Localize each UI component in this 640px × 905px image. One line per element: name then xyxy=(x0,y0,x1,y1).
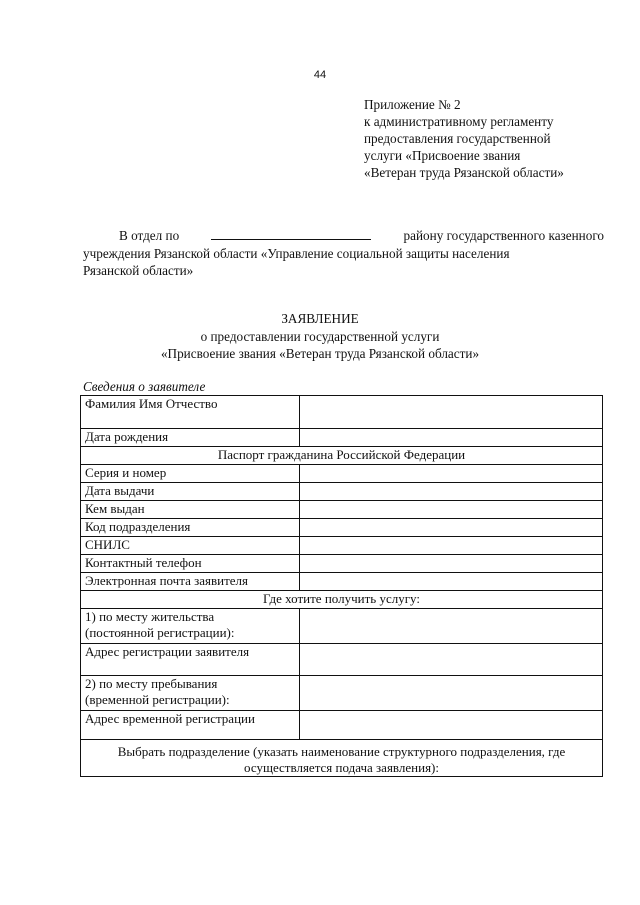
phone-label: Контактный телефон xyxy=(81,555,300,573)
option-permanent-line-1: 1) по месту жительства xyxy=(85,609,215,624)
document-subtitle-1: о предоставлении государственной услуги xyxy=(200,328,440,344)
document-heading xyxy=(0,310,640,363)
issue-date-label: Дата выдачи xyxy=(81,483,300,501)
appendix-line-4: услуги «Присвоение звания xyxy=(364,148,521,163)
issued-by-label: Кем выдан xyxy=(81,501,300,519)
series-number-label: Серия и номер xyxy=(81,465,300,483)
division-code-label: Код подразделения xyxy=(81,519,300,537)
appendix-block xyxy=(364,96,624,181)
appendix-line-3: предоставления государственной xyxy=(364,131,551,146)
registration-address-field[interactable] xyxy=(300,644,603,676)
birth-date-label: Дата рождения xyxy=(81,429,300,447)
appendix-line-1: Приложение № 2 xyxy=(364,97,461,112)
document-subtitle-2: «Присвоение звания «Ветеран труда Рязанской области» xyxy=(160,346,480,361)
addressee-block xyxy=(83,227,604,280)
full-name-label: Фамилия Имя Отчество xyxy=(81,396,300,429)
district-blank-field[interactable] xyxy=(211,227,371,240)
temp-registration-address-field[interactable] xyxy=(300,711,603,740)
phone-field[interactable] xyxy=(300,555,603,573)
issue-date-field[interactable] xyxy=(300,483,603,501)
registration-address-label: Адрес регистрации заявителя xyxy=(81,644,300,676)
series-number-field[interactable] xyxy=(300,465,603,483)
option-temporary-line-1: 2) по месту пребывания xyxy=(85,676,218,691)
select-division-prompt[interactable]: Выбрать подразделение (указать наименование структурного подразделения, где осуществляется подача заявления): xyxy=(81,740,603,777)
passport-header: Паспорт гражданина Российской Федерации xyxy=(81,447,603,465)
addressee-line-2: учреждения Рязанской области «Управление социальной защиты населения xyxy=(83,245,510,261)
email-label: Электронная почта заявителя xyxy=(81,573,300,591)
applicant-form-table xyxy=(80,395,603,777)
service-place-header: Где хотите получить услугу: xyxy=(81,591,603,609)
appendix-line-5: «Ветеран труда Рязанской области» xyxy=(364,165,564,180)
temp-registration-address-label: Адрес временной регистрации xyxy=(81,711,300,740)
addressee-suffix: району государственного казенного xyxy=(403,228,604,243)
division-code-field[interactable] xyxy=(300,519,603,537)
addressee-prefix: В отдел по xyxy=(119,228,180,243)
option-temporary-field[interactable] xyxy=(300,676,603,711)
option-permanent-field[interactable] xyxy=(300,609,603,644)
issued-by-field[interactable] xyxy=(300,501,603,519)
applicant-section-title: Сведения о заявителе xyxy=(83,379,206,394)
option-permanent-line-2: (постоянной регистрации): xyxy=(85,625,235,640)
document-title: ЗАЯВЛЕНИЕ xyxy=(281,311,359,326)
snils-field[interactable] xyxy=(300,537,603,555)
email-field[interactable] xyxy=(300,573,603,591)
addressee-line-3: Рязанской области» xyxy=(83,263,194,278)
page-number: 44 xyxy=(313,69,327,81)
appendix-line-2: к административному регламенту xyxy=(364,114,554,129)
birth-date-field[interactable] xyxy=(300,429,603,447)
snils-label: СНИЛС xyxy=(81,537,300,555)
full-name-field[interactable] xyxy=(300,396,603,429)
option-temporary-line-2: (временной регистрации): xyxy=(85,692,230,707)
option-permanent-label xyxy=(81,609,300,644)
option-temporary-label xyxy=(81,676,300,711)
